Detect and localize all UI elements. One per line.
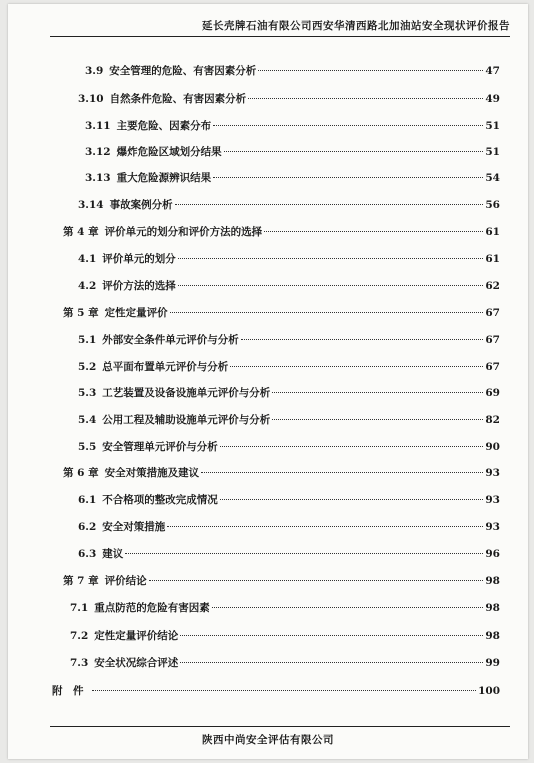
toc-entry-title: 爆炸危险区域划分结果 (116, 146, 222, 158)
toc-leader-dots (241, 339, 484, 340)
toc-leader-dots (92, 690, 477, 691)
toc-entry[interactable] (70, 629, 500, 643)
toc-entry-page: 54 (485, 172, 500, 184)
toc-entry-number: 3.11 (85, 120, 111, 132)
toc-entry-title: 事故案例分析 (109, 199, 173, 211)
toc-entry-page: 51 (485, 120, 500, 132)
toc-leader-dots (149, 580, 484, 581)
toc-entry-title: 安全对策措施及建议 (104, 467, 200, 479)
toc-entry-title: 评价方法的选择 (102, 280, 176, 292)
toc-entry-title: 不合格项的整改完成情况 (102, 494, 218, 506)
toc-entry-number: 5.2 (78, 361, 97, 373)
table-of-contents (8, 4, 528, 759)
toc-entry[interactable] (85, 145, 500, 159)
toc-entry-title: 安全状况综合评述 (94, 657, 179, 669)
document-page (8, 4, 528, 759)
toc-entry-title: 公用工程及辅助设施单元评价与分析 (102, 414, 271, 426)
toc-entry-number: 第 4 章 (63, 226, 99, 238)
toc-entry-number: 7.3 (70, 657, 89, 669)
toc-leader-dots (201, 472, 483, 473)
toc-entry-page: 100 (478, 685, 500, 697)
toc-entry-page: 67 (485, 361, 500, 373)
toc-entry-page: 69 (485, 387, 500, 399)
toc-entry[interactable] (85, 171, 500, 185)
toc-entry-title: 建议 (102, 548, 124, 560)
toc-entry-page: 47 (485, 65, 500, 77)
toc-entry-page: 93 (485, 467, 500, 479)
toc-entry-page: 62 (485, 280, 500, 292)
toc-entry-title: 总平面布置单元评价与分析 (102, 361, 229, 373)
toc-entry-number: 7.1 (70, 602, 89, 614)
footer-rule (50, 726, 510, 727)
toc-entry[interactable] (52, 684, 500, 698)
toc-entry-page: 67 (485, 307, 500, 319)
toc-leader-dots (220, 446, 484, 447)
toc-entry-page: 98 (485, 575, 500, 587)
running-header: 延长壳牌石油有限公司西安华清西路北加油站安全现状评价报告 (202, 20, 510, 32)
toc-entry-page: 90 (485, 441, 500, 453)
toc-entry-page: 98 (485, 602, 500, 614)
toc-entry-number: 4.2 (78, 280, 97, 292)
toc-entry-number: 5.1 (78, 334, 97, 346)
toc-entry-title: 安全管理的危险、有害因素分析 (109, 65, 257, 77)
toc-entry[interactable] (63, 466, 500, 480)
toc-entry-number: 5.5 (78, 441, 97, 453)
toc-entry[interactable] (70, 656, 500, 670)
toc-entry-number: 附 件 (52, 685, 84, 697)
toc-entry[interactable] (78, 92, 500, 106)
toc-entry-title: 安全对策措施 (102, 521, 166, 533)
toc-entry-title: 自然条件危险、有害因素分析 (109, 93, 247, 105)
toc-entry-title: 评价单元的划分 (102, 253, 176, 265)
toc-leader-dots (180, 635, 483, 636)
toc-entry-number: 第 7 章 (63, 575, 99, 587)
toc-entry-number: 4.1 (78, 253, 97, 265)
toc-entry-title: 安全管理单元评价与分析 (102, 441, 218, 453)
toc-entry-number: 3.13 (85, 172, 111, 184)
toc-entry-page: 82 (485, 414, 500, 426)
toc-entry-number: 3.14 (78, 199, 104, 211)
toc-entry-number: 3.12 (85, 146, 111, 158)
toc-leader-dots (212, 607, 484, 608)
toc-leader-dots (125, 553, 483, 554)
toc-entry-title: 主要危险、因素分布 (116, 120, 212, 132)
toc-leader-dots (272, 392, 483, 393)
toc-entry[interactable] (78, 333, 500, 347)
toc-entry-title: 定性定量评价 (104, 307, 168, 319)
toc-leader-dots (178, 285, 484, 286)
toc-leader-dots (230, 366, 483, 367)
toc-entry-page: 61 (485, 226, 500, 238)
toc-entry-title: 评价结论 (104, 575, 147, 587)
toc-entry[interactable] (70, 601, 500, 615)
toc-entry-number: 5.4 (78, 414, 97, 426)
toc-entry[interactable] (78, 279, 500, 293)
toc-leader-dots (220, 499, 484, 500)
toc-entry-page: 96 (485, 548, 500, 560)
toc-entry-number: 6.3 (78, 548, 97, 560)
toc-entry-number: 6.2 (78, 521, 97, 533)
toc-entry-page: 98 (485, 630, 500, 642)
toc-entry[interactable] (78, 440, 500, 454)
toc-entry-number: 3.9 (85, 65, 104, 77)
toc-entry-title: 重大危险源辨识结果 (116, 172, 212, 184)
toc-leader-dots (170, 312, 484, 313)
toc-entry[interactable] (78, 493, 500, 507)
toc-leader-dots (180, 662, 483, 663)
toc-leader-dots (167, 526, 483, 527)
toc-entry-title: 工艺装置及设备设施单元评价与分析 (102, 387, 271, 399)
toc-entry-page: 49 (485, 93, 500, 105)
toc-leader-dots (248, 98, 483, 99)
toc-entry[interactable] (78, 360, 500, 374)
toc-entry-page: 56 (485, 199, 500, 211)
toc-leader-dots (213, 177, 483, 178)
toc-entry[interactable] (85, 119, 500, 133)
toc-entry[interactable] (78, 386, 500, 400)
toc-entry-number: 3.10 (78, 93, 104, 105)
toc-entry-title: 定性定量评价结论 (94, 630, 179, 642)
toc-entry[interactable] (63, 306, 500, 320)
toc-entry[interactable] (78, 252, 500, 266)
toc-leader-dots (224, 151, 484, 152)
toc-entry-page: 61 (485, 253, 500, 265)
toc-entry-number: 7.2 (70, 630, 89, 642)
toc-entry[interactable] (78, 198, 500, 212)
toc-leader-dots (213, 125, 483, 126)
toc-entry-page: 67 (485, 334, 500, 346)
toc-leader-dots (258, 70, 483, 71)
toc-entry-page: 99 (485, 657, 500, 669)
toc-leader-dots (175, 204, 484, 205)
toc-entry[interactable] (85, 64, 500, 78)
toc-entry[interactable] (78, 413, 500, 427)
toc-entry[interactable] (78, 547, 500, 561)
toc-entry-title: 外部安全条件单元评价与分析 (102, 334, 239, 346)
toc-leader-dots (272, 419, 483, 420)
toc-entry[interactable] (78, 520, 500, 534)
running-footer: 陕西中尚安全评估有限公司 (202, 734, 334, 746)
toc-entry[interactable] (63, 574, 500, 588)
toc-entry-page: 51 (485, 146, 500, 158)
toc-entry-title: 重点防范的危险有害因素 (94, 602, 210, 614)
toc-entry-number: 第 6 章 (63, 467, 99, 479)
toc-entry-page: 93 (485, 521, 500, 533)
toc-entry-number: 6.1 (78, 494, 97, 506)
toc-leader-dots (178, 258, 484, 259)
toc-entry-title: 评价单元的划分和评价方法的选择 (104, 226, 263, 238)
toc-entry[interactable] (63, 225, 500, 239)
toc-entry-page: 93 (485, 494, 500, 506)
toc-entry-number: 第 5 章 (63, 307, 99, 319)
toc-entry-number: 5.3 (78, 387, 97, 399)
toc-leader-dots (264, 231, 483, 232)
